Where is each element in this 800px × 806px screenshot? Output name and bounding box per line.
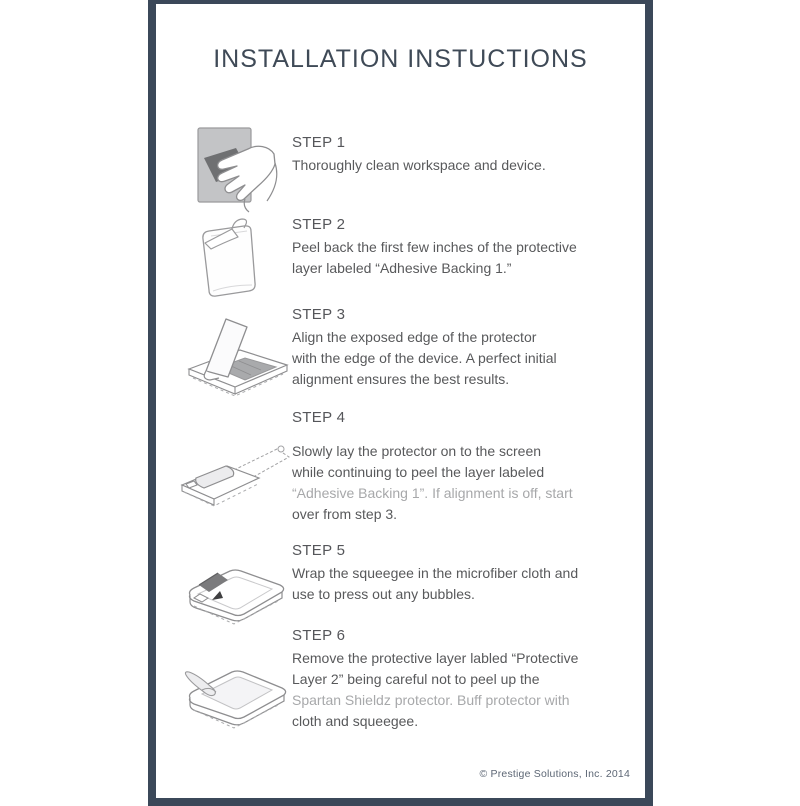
- step-row: [292, 541, 622, 605]
- step-label: STEP 2: [292, 216, 346, 233]
- step-line: over from step 3.: [292, 506, 398, 522]
- lay-protector-icon: [178, 432, 300, 525]
- footer-copyright: © Prestige Solutions, Inc. 2014: [479, 768, 630, 780]
- step-row: [292, 626, 622, 732]
- step-line: while continuing to peel the layer labeled: [292, 464, 545, 480]
- remove-layer-icon: [180, 642, 298, 739]
- step-line: Peel back the first few inches of the protective: [292, 239, 577, 255]
- step-line: Layer 2” being careful not to peel up the: [292, 671, 540, 687]
- step-row: [292, 133, 622, 176]
- step-line: layer labeled “Adhesive Backing 1.”: [292, 260, 512, 276]
- step-line: Remove the protective layer labled “Protective: [292, 650, 579, 666]
- squeegee-cloth-icon: [182, 540, 297, 637]
- step-label: STEP 4: [292, 409, 346, 426]
- page-title: INSTALLATION INSTUCTIONS: [213, 45, 588, 73]
- step-line: Wrap the squeegee in the microfiber cloth and: [292, 565, 579, 581]
- step-label: STEP 1: [292, 134, 346, 151]
- step-line: with the edge of the device. A perfect initial: [292, 350, 557, 366]
- step-row: [292, 215, 622, 279]
- step-label: STEP 6: [292, 627, 346, 644]
- step-line: use to press out any bubbles.: [292, 586, 475, 602]
- step-label: STEP 3: [292, 306, 346, 323]
- hand-wipe-icon: [185, 125, 280, 220]
- step-line: “Adhesive Backing 1”. If alignment is off, start: [292, 485, 573, 501]
- step-line: Slowly lay the protector on to the screen: [292, 443, 542, 459]
- step-row: [292, 305, 622, 390]
- step-line: alignment ensures the best results.: [292, 371, 510, 387]
- peel-backing-icon: [190, 212, 270, 307]
- step-line: Spartan Shieldz protector. Buff protector with: [292, 692, 570, 708]
- instruction-card: [148, 0, 653, 806]
- step-label: STEP 5: [292, 542, 346, 559]
- step-line: cloth and squeegee.: [292, 713, 419, 729]
- step-line: Align the exposed edge of the protector: [292, 329, 537, 345]
- step-line: Thoroughly clean workspace and device.: [292, 157, 546, 173]
- step-row: [292, 408, 622, 525]
- align-edge-icon: [183, 308, 293, 405]
